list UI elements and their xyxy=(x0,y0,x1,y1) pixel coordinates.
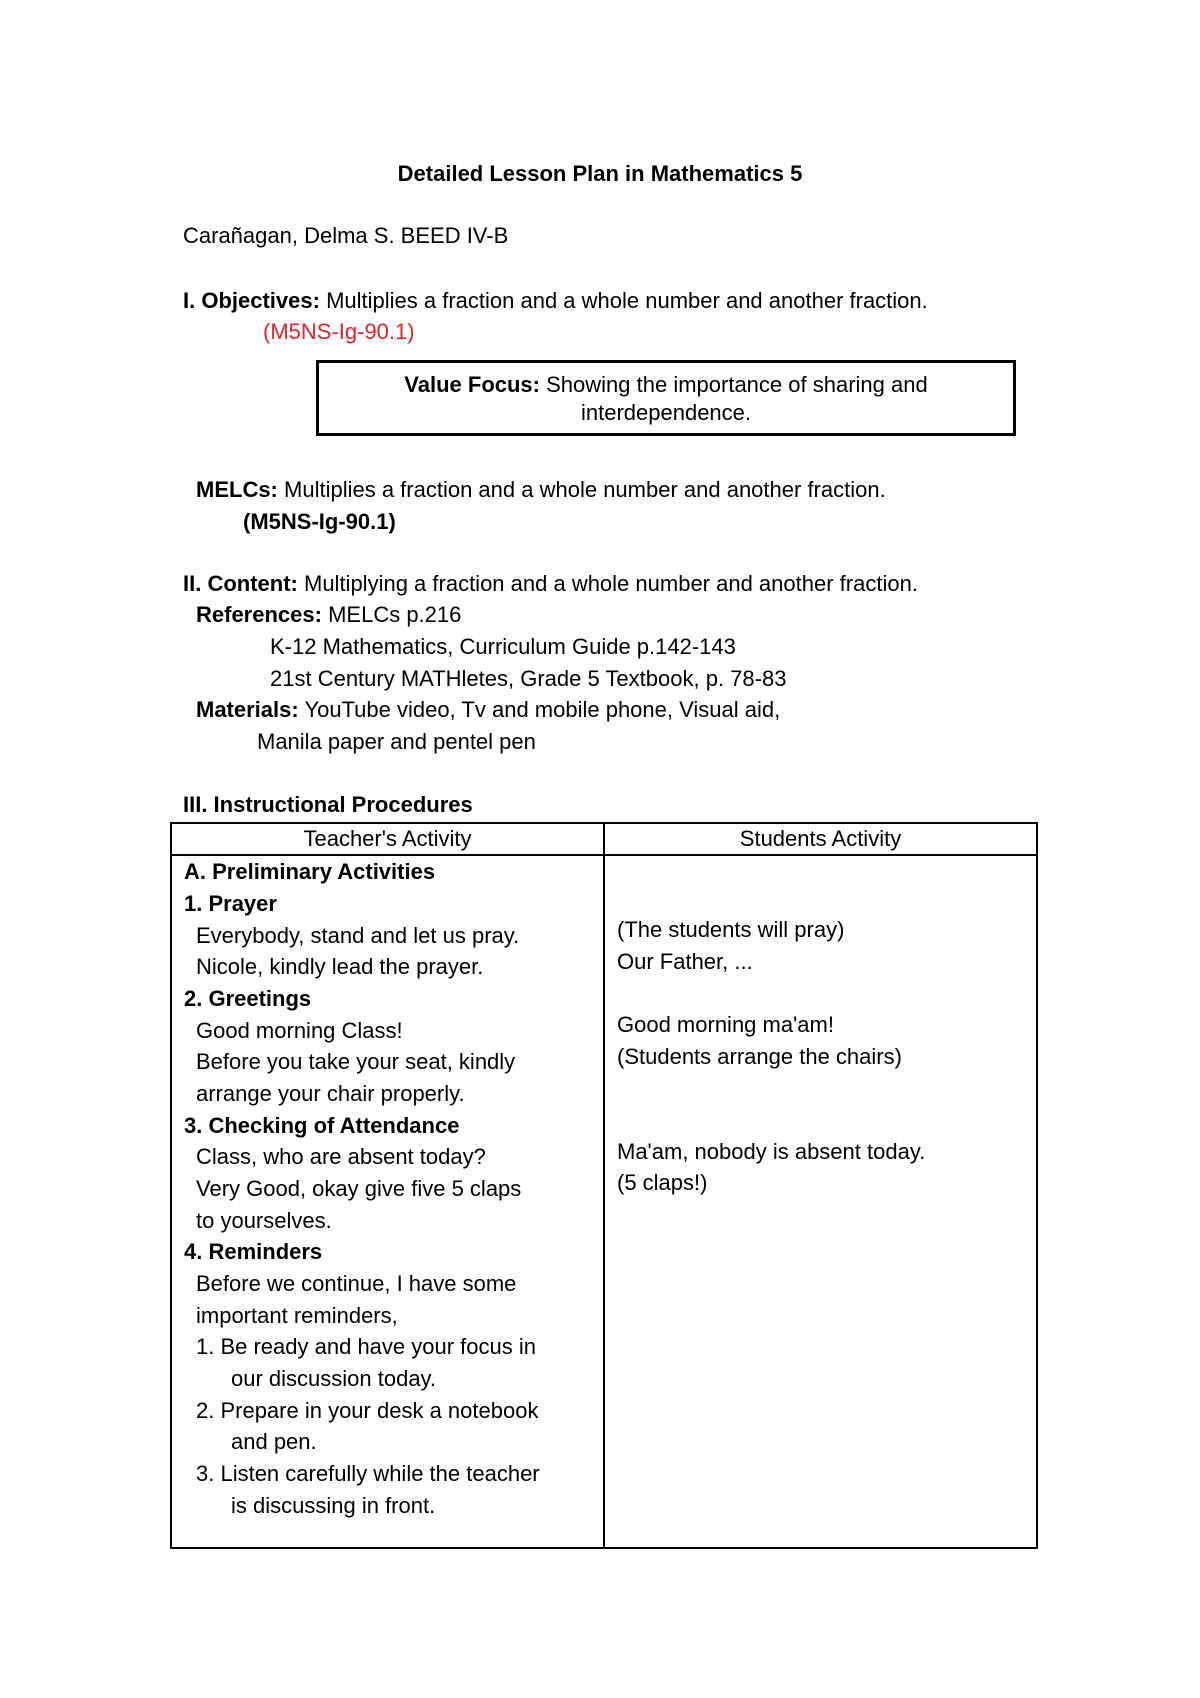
materials-line xyxy=(196,696,780,724)
content-line xyxy=(183,570,918,598)
objectives-code: (M5NS-Ig-90.1) xyxy=(263,319,415,344)
content-label: II. Content: xyxy=(183,571,298,596)
student-line: Ma'am, nobody is absent today. xyxy=(617,1139,926,1164)
teacher-line: Class, who are absent today? xyxy=(196,1144,486,1169)
teacher-line: important reminders, xyxy=(196,1303,398,1328)
student-line: (The students will pray) xyxy=(617,917,845,942)
greetings-heading: 2. Greetings xyxy=(184,986,312,1011)
page-title: Detailed Lesson Plan in Mathematics 5 xyxy=(397,161,803,186)
value-focus-text1: Showing the importance of sharing and xyxy=(546,372,928,397)
teacher-line: arrange your chair properly. xyxy=(196,1081,465,1106)
student-line: (Students arrange the chairs) xyxy=(617,1044,902,1069)
objectives-label: I. Objectives: xyxy=(183,288,320,313)
procedures-heading: III. Instructional Procedures xyxy=(183,792,473,817)
attendance-heading: 3. Checking of Attendance xyxy=(184,1113,460,1138)
students-activity-cell xyxy=(604,855,1037,1548)
reminder-item: and pen. xyxy=(231,1429,317,1454)
teacher-line: Before we continue, I have some xyxy=(196,1271,517,1296)
melcs-text: Multiplies a fraction and a whole number and another fraction. xyxy=(284,477,886,502)
value-focus-label: Value Focus: xyxy=(404,372,540,397)
reference-item: 21st Century MATHletes, Grade 5 Textbook, p. 78-83 xyxy=(270,666,787,691)
prayer-heading: 1. Prayer xyxy=(184,891,277,916)
author-line: Carañagan, Delma S. BEED IV-B xyxy=(183,223,509,248)
teacher-line: Good morning Class! xyxy=(196,1018,403,1043)
materials-text2: Manila paper and pentel pen xyxy=(257,729,536,754)
objectives-text: Multiplies a fraction and a whole number and another fraction. xyxy=(326,288,928,313)
procedures-table xyxy=(170,822,1038,1549)
reminder-item: 3. Listen carefully while the teacher xyxy=(196,1461,540,1486)
reminders-heading: 4. Reminders xyxy=(184,1239,323,1264)
column-header-teacher: Teacher's Activity xyxy=(171,823,604,855)
melcs-line xyxy=(196,476,886,504)
table-row xyxy=(171,855,1037,1548)
references-label: References: xyxy=(196,602,322,627)
student-line: (5 claps!) xyxy=(617,1170,708,1195)
student-line: Our Father, ... xyxy=(617,949,753,974)
materials-text1: YouTube video, Tv and mobile phone, Visual aid, xyxy=(304,697,781,722)
table-header-row xyxy=(171,823,1037,855)
melcs-code: (M5NS-Ig-90.1) xyxy=(243,509,396,534)
content-text: Multiplying a fraction and a whole number and another fraction. xyxy=(304,571,918,596)
teacher-line: to yourselves. xyxy=(196,1208,332,1233)
teacher-line: Very Good, okay give five 5 claps xyxy=(196,1176,522,1201)
reminder-item: is discussing in front. xyxy=(231,1493,436,1518)
reference-item: K-12 Mathematics, Curriculum Guide p.142-143 xyxy=(270,634,736,659)
value-focus-box xyxy=(316,360,1016,436)
teacher-activity-cell xyxy=(171,855,604,1548)
teacher-line: Before you take your seat, kindly xyxy=(196,1049,516,1074)
teacher-line: Everybody, stand and let us pray. xyxy=(196,923,520,948)
reminder-item: 2. Prepare in your desk a notebook xyxy=(196,1398,539,1423)
column-header-students: Students Activity xyxy=(604,823,1037,855)
reminder-item: 1. Be ready and have your focus in xyxy=(196,1334,536,1359)
materials-label: Materials: xyxy=(196,697,299,722)
teacher-line: Nicole, kindly lead the prayer. xyxy=(196,954,484,979)
reference-item: MELCs p.216 xyxy=(328,602,462,627)
references-line xyxy=(196,601,461,629)
objectives-line xyxy=(183,287,928,315)
value-focus-line1 xyxy=(319,371,1013,399)
value-focus-text2: interdependence. xyxy=(580,400,752,425)
student-line: Good morning ma'am! xyxy=(617,1012,834,1037)
section-heading: A. Preliminary Activities xyxy=(184,859,436,884)
reminder-item: our discussion today. xyxy=(231,1366,437,1391)
melcs-label: MELCs: xyxy=(196,477,278,502)
